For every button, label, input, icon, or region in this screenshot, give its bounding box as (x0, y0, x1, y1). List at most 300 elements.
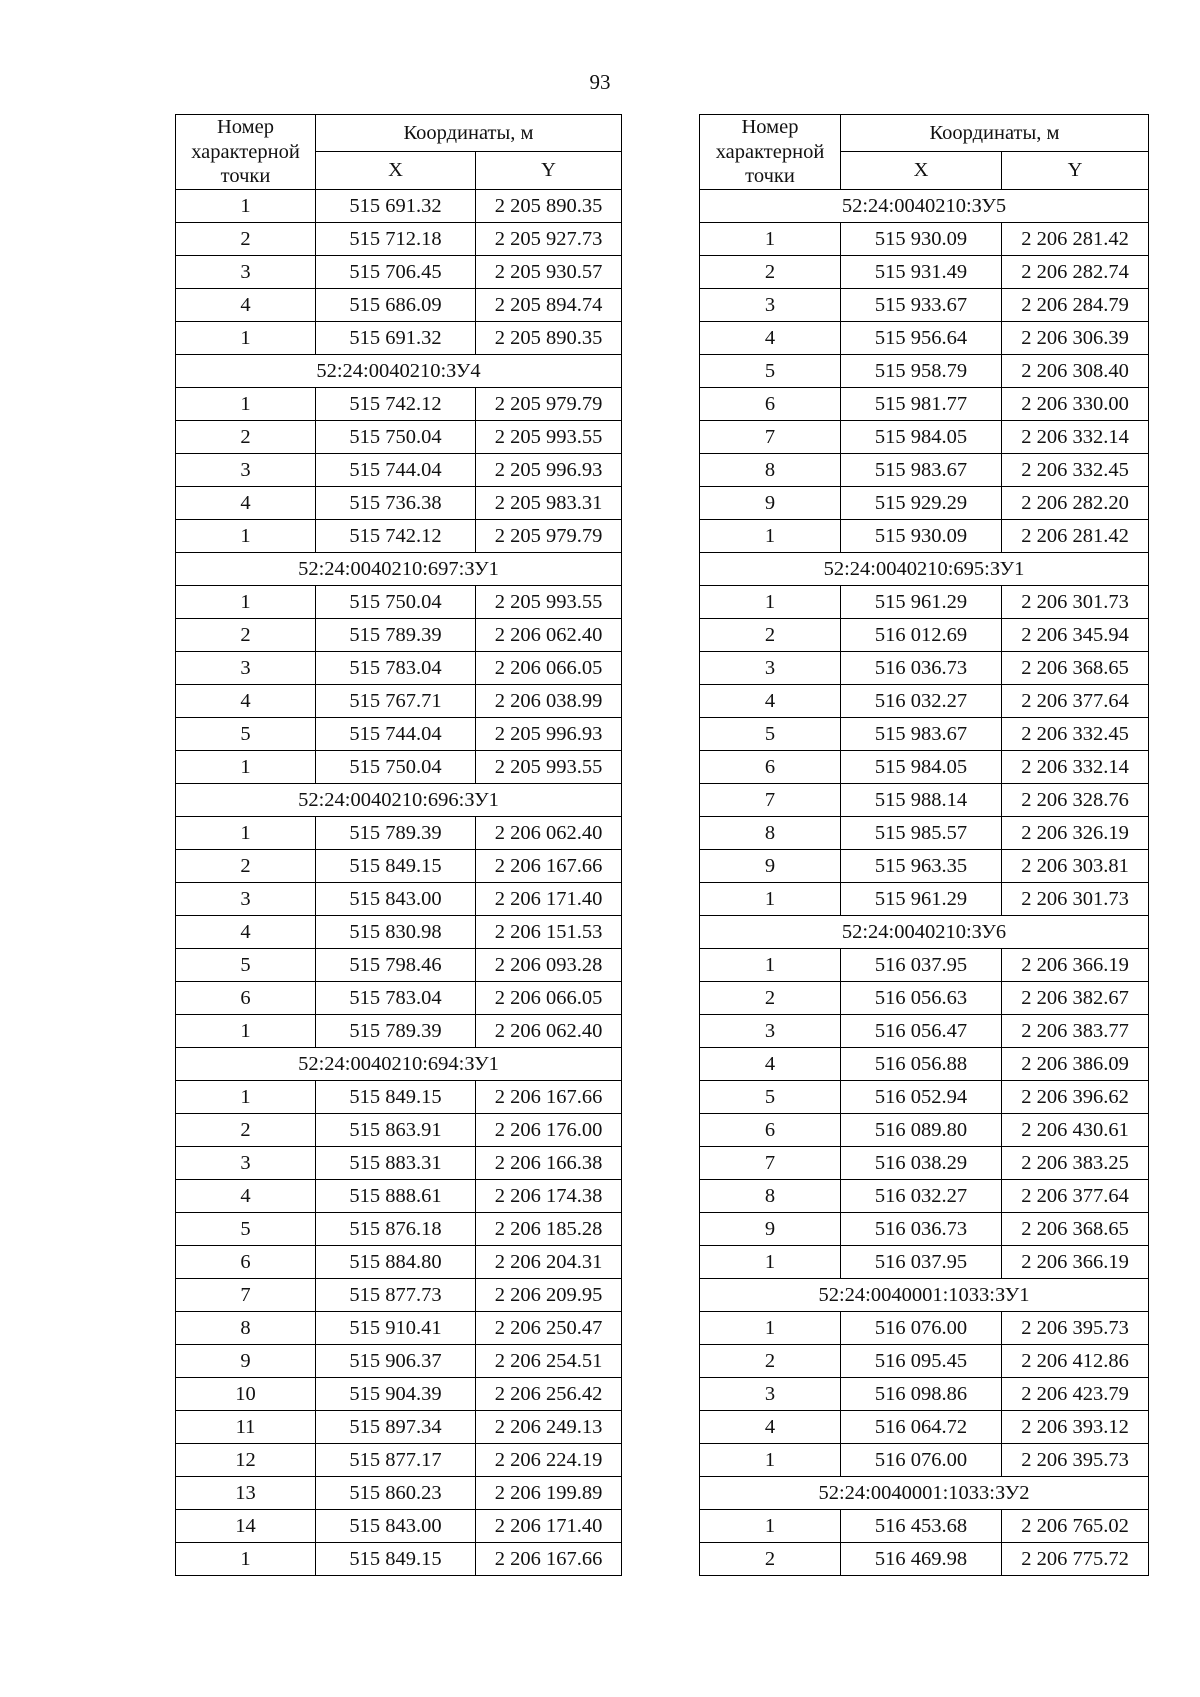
point-number-cell: 1 (176, 1542, 316, 1575)
table-row (700, 618, 1149, 651)
point-number-cell: 12 (176, 1443, 316, 1476)
table-row (176, 915, 622, 948)
y-coordinate-cell: 2 206 412.86 (1002, 1344, 1149, 1377)
x-coordinate-cell: 515 931.49 (841, 255, 1002, 288)
point-number-cell: 2 (700, 1542, 841, 1575)
y-coordinate-cell: 2 206 377.64 (1002, 1179, 1149, 1212)
point-number-cell: 1 (700, 1443, 841, 1476)
point-number-cell: 1 (700, 1245, 841, 1278)
y-coordinate-cell: 2 206 377.64 (1002, 684, 1149, 717)
table-row (176, 1542, 622, 1575)
header-point-number: Номер характерной точки (700, 115, 841, 190)
x-coordinate-cell: 515 897.34 (316, 1410, 476, 1443)
x-coordinate-cell: 515 843.00 (316, 1509, 476, 1542)
y-coordinate-cell: 2 206 171.40 (476, 1509, 622, 1542)
x-coordinate-cell: 515 904.39 (316, 1377, 476, 1410)
x-coordinate-cell: 516 056.47 (841, 1014, 1002, 1047)
table-row (700, 750, 1149, 783)
x-coordinate-cell: 515 984.05 (841, 420, 1002, 453)
point-number-cell: 5 (176, 948, 316, 981)
y-coordinate-cell: 2 206 332.45 (1002, 717, 1149, 750)
y-coordinate-cell: 2 205 930.57 (476, 255, 622, 288)
y-coordinate-cell: 2 206 185.28 (476, 1212, 622, 1245)
x-coordinate-cell: 516 037.95 (841, 948, 1002, 981)
point-number-cell: 2 (700, 981, 841, 1014)
point-number-cell: 10 (176, 1377, 316, 1410)
x-coordinate-cell: 515 789.39 (316, 1014, 476, 1047)
x-coordinate-cell: 515 961.29 (841, 585, 1002, 618)
y-coordinate-cell: 2 206 368.65 (1002, 1212, 1149, 1245)
point-number-cell: 9 (700, 1212, 841, 1245)
header-x: X (316, 152, 476, 189)
x-coordinate-cell: 515 843.00 (316, 882, 476, 915)
y-coordinate-cell: 2 206 066.05 (476, 981, 622, 1014)
y-coordinate-cell: 2 206 038.99 (476, 684, 622, 717)
x-coordinate-cell: 516 052.94 (841, 1080, 1002, 1113)
table-body-left (176, 189, 622, 1575)
table-row (700, 1344, 1149, 1377)
point-number-cell: 1 (700, 519, 841, 552)
point-number-cell: 5 (176, 1212, 316, 1245)
y-coordinate-cell: 2 206 430.61 (1002, 1113, 1149, 1146)
y-coordinate-cell: 2 206 284.79 (1002, 288, 1149, 321)
x-coordinate-cell: 515 985.57 (841, 816, 1002, 849)
point-number-cell: 8 (700, 816, 841, 849)
y-coordinate-cell: 2 205 996.93 (476, 717, 622, 750)
point-number-cell: 5 (176, 717, 316, 750)
y-coordinate-cell: 2 206 368.65 (1002, 651, 1149, 684)
x-coordinate-cell: 515 849.15 (316, 849, 476, 882)
y-coordinate-cell: 2 206 332.14 (1002, 750, 1149, 783)
x-coordinate-cell: 515 983.67 (841, 453, 1002, 486)
x-coordinate-cell: 515 910.41 (316, 1311, 476, 1344)
x-coordinate-cell: 515 736.38 (316, 486, 476, 519)
table-row (700, 1311, 1149, 1344)
table-row (700, 651, 1149, 684)
x-coordinate-cell: 516 095.45 (841, 1344, 1002, 1377)
point-number-cell: 7 (700, 420, 841, 453)
y-coordinate-cell: 2 206 062.40 (476, 816, 622, 849)
x-coordinate-cell: 515 956.64 (841, 321, 1002, 354)
x-coordinate-cell: 515 767.71 (316, 684, 476, 717)
x-coordinate-cell: 516 056.63 (841, 981, 1002, 1014)
header-coordinates: Координаты, м (316, 115, 622, 152)
table-row (176, 420, 622, 453)
table-row (176, 1410, 622, 1443)
section-row (176, 354, 622, 387)
x-coordinate-cell: 515 742.12 (316, 519, 476, 552)
x-coordinate-cell: 516 076.00 (841, 1443, 1002, 1476)
x-coordinate-cell: 515 744.04 (316, 453, 476, 486)
y-coordinate-cell: 2 205 993.55 (476, 585, 622, 618)
point-number-cell: 3 (700, 1377, 841, 1410)
y-coordinate-cell: 2 206 328.76 (1002, 783, 1149, 816)
point-number-cell: 2 (700, 618, 841, 651)
x-coordinate-cell: 515 750.04 (316, 750, 476, 783)
y-coordinate-cell: 2 206 281.42 (1002, 222, 1149, 255)
table-row (176, 387, 622, 420)
section-row (700, 552, 1149, 585)
table-row (176, 1377, 622, 1410)
parcel-number: 52:24:0040210:694:ЗУ1 (176, 1047, 622, 1080)
point-number-cell: 4 (176, 486, 316, 519)
x-coordinate-cell: 515 877.17 (316, 1443, 476, 1476)
table-row (700, 684, 1149, 717)
x-coordinate-cell: 515 789.39 (316, 618, 476, 651)
table-row (176, 1509, 622, 1542)
table-row (700, 321, 1149, 354)
table-row (176, 288, 622, 321)
x-coordinate-cell: 515 933.67 (841, 288, 1002, 321)
table-row (700, 222, 1149, 255)
table-row (700, 1080, 1149, 1113)
table-row (700, 453, 1149, 486)
y-coordinate-cell: 2 206 366.19 (1002, 948, 1149, 981)
table-row (700, 1377, 1149, 1410)
y-coordinate-cell: 2 206 366.19 (1002, 1245, 1149, 1278)
table-row (176, 453, 622, 486)
x-coordinate-cell: 515 750.04 (316, 585, 476, 618)
point-number-cell: 2 (176, 618, 316, 651)
table-row (700, 1212, 1149, 1245)
table-row (176, 1080, 622, 1113)
y-coordinate-cell: 2 205 993.55 (476, 750, 622, 783)
y-coordinate-cell: 2 206 204.31 (476, 1245, 622, 1278)
point-number-cell: 5 (700, 1080, 841, 1113)
point-number-cell: 1 (700, 948, 841, 981)
y-coordinate-cell: 2 205 890.35 (476, 321, 622, 354)
point-number-cell: 4 (700, 684, 841, 717)
x-coordinate-cell: 516 453.68 (841, 1509, 1002, 1542)
table-row (176, 618, 622, 651)
x-coordinate-cell: 515 884.80 (316, 1245, 476, 1278)
header-point-number: Номер характерной точки (176, 115, 316, 190)
point-number-cell: 6 (176, 981, 316, 1014)
point-number-cell: 3 (176, 453, 316, 486)
header-coordinates: Координаты, м (841, 115, 1149, 152)
x-coordinate-cell: 515 830.98 (316, 915, 476, 948)
y-coordinate-cell: 2 206 093.28 (476, 948, 622, 981)
parcel-number: 52:24:0040210:696:ЗУ1 (176, 783, 622, 816)
table-row (700, 585, 1149, 618)
point-number-cell: 1 (700, 222, 841, 255)
table-row (700, 486, 1149, 519)
y-coordinate-cell: 2 206 176.00 (476, 1113, 622, 1146)
x-coordinate-cell: 515 686.09 (316, 288, 476, 321)
parcel-number: 52:24:0040210:ЗУ4 (176, 354, 622, 387)
x-coordinate-cell: 515 930.09 (841, 222, 1002, 255)
table-row (176, 255, 622, 288)
table-row (700, 1014, 1149, 1047)
table-row (176, 651, 622, 684)
point-number-cell: 3 (176, 651, 316, 684)
point-number-cell: 9 (176, 1344, 316, 1377)
table-row (176, 321, 622, 354)
table-body-right (700, 189, 1149, 1575)
table-row (700, 420, 1149, 453)
table-row (700, 387, 1149, 420)
x-coordinate-cell: 515 712.18 (316, 222, 476, 255)
x-coordinate-cell: 515 691.32 (316, 321, 476, 354)
table-row (700, 717, 1149, 750)
y-coordinate-cell: 2 206 209.95 (476, 1278, 622, 1311)
point-number-cell: 1 (700, 882, 841, 915)
x-coordinate-cell: 516 038.29 (841, 1146, 1002, 1179)
table-row (700, 1542, 1149, 1575)
y-coordinate-cell: 2 206 301.73 (1002, 882, 1149, 915)
parcel-number: 52:24:0040001:1033:ЗУ2 (700, 1476, 1149, 1509)
x-coordinate-cell: 515 961.29 (841, 882, 1002, 915)
table-row (700, 1443, 1149, 1476)
table-row (700, 519, 1149, 552)
y-coordinate-cell: 2 206 199.89 (476, 1476, 622, 1509)
point-number-cell: 4 (176, 915, 316, 948)
x-coordinate-cell: 516 032.27 (841, 1179, 1002, 1212)
x-coordinate-cell: 515 691.32 (316, 189, 476, 222)
point-number-cell: 4 (176, 1179, 316, 1212)
y-coordinate-cell: 2 206 066.05 (476, 651, 622, 684)
y-coordinate-cell: 2 206 301.73 (1002, 585, 1149, 618)
table-row (700, 981, 1149, 1014)
x-coordinate-cell: 515 798.46 (316, 948, 476, 981)
table-row (700, 849, 1149, 882)
x-coordinate-cell: 516 076.00 (841, 1311, 1002, 1344)
x-coordinate-cell: 516 012.69 (841, 618, 1002, 651)
x-coordinate-cell: 515 742.12 (316, 387, 476, 420)
point-number-cell: 5 (700, 354, 841, 387)
table-row (700, 882, 1149, 915)
point-number-cell: 6 (176, 1245, 316, 1278)
x-coordinate-cell: 515 706.45 (316, 255, 476, 288)
point-number-cell: 3 (176, 1146, 316, 1179)
table-row (700, 948, 1149, 981)
table-row (700, 255, 1149, 288)
x-coordinate-cell: 515 744.04 (316, 717, 476, 750)
point-number-cell: 7 (176, 1278, 316, 1311)
point-number-cell: 6 (700, 750, 841, 783)
page-number: 93 (589, 70, 611, 94)
point-number-cell: 2 (700, 1344, 841, 1377)
x-coordinate-cell: 515 860.23 (316, 1476, 476, 1509)
table-row (176, 882, 622, 915)
y-coordinate-cell: 2 206 174.38 (476, 1179, 622, 1212)
table-row (700, 1179, 1149, 1212)
header-y: Y (1002, 152, 1149, 189)
point-number-cell: 3 (700, 651, 841, 684)
x-coordinate-cell: 516 032.27 (841, 684, 1002, 717)
table-row (176, 981, 622, 1014)
point-number-cell: 1 (176, 1080, 316, 1113)
y-coordinate-cell: 2 206 386.09 (1002, 1047, 1149, 1080)
table-row (176, 849, 622, 882)
table-row (700, 1146, 1149, 1179)
point-number-cell: 3 (700, 1014, 841, 1047)
point-number-cell: 2 (176, 849, 316, 882)
table-row (176, 1212, 622, 1245)
y-coordinate-cell: 2 205 983.31 (476, 486, 622, 519)
header-x: X (841, 152, 1002, 189)
parcel-number: 52:24:0040210:697:ЗУ1 (176, 552, 622, 585)
point-number-cell: 1 (176, 816, 316, 849)
x-coordinate-cell: 516 064.72 (841, 1410, 1002, 1443)
y-coordinate-cell: 2 206 330.00 (1002, 387, 1149, 420)
point-number-cell: 14 (176, 1509, 316, 1542)
point-number-cell: 4 (700, 321, 841, 354)
point-number-cell: 4 (700, 1047, 841, 1080)
table-row (700, 1113, 1149, 1146)
x-coordinate-cell: 516 056.88 (841, 1047, 1002, 1080)
table-row (176, 222, 622, 255)
y-coordinate-cell: 2 206 775.72 (1002, 1542, 1149, 1575)
x-coordinate-cell: 515 876.18 (316, 1212, 476, 1245)
x-coordinate-cell: 515 984.05 (841, 750, 1002, 783)
point-number-cell: 4 (700, 1410, 841, 1443)
table-row (176, 1311, 622, 1344)
y-coordinate-cell: 2 206 250.47 (476, 1311, 622, 1344)
y-coordinate-cell: 2 206 345.94 (1002, 618, 1149, 651)
y-coordinate-cell: 2 206 166.38 (476, 1146, 622, 1179)
point-number-cell: 1 (700, 1509, 841, 1542)
table-row (176, 750, 622, 783)
point-number-cell: 7 (700, 783, 841, 816)
y-coordinate-cell: 2 205 996.93 (476, 453, 622, 486)
header-y: Y (476, 152, 622, 189)
point-number-cell: 4 (176, 288, 316, 321)
coordinates-table-left (175, 114, 622, 1576)
coordinates-table-right (699, 114, 1149, 1576)
point-number-cell: 2 (176, 1113, 316, 1146)
parcel-number: 52:24:0040210:ЗУ5 (700, 189, 1149, 222)
x-coordinate-cell: 515 783.04 (316, 651, 476, 684)
x-coordinate-cell: 515 883.31 (316, 1146, 476, 1179)
point-number-cell: 1 (700, 1311, 841, 1344)
x-coordinate-cell: 515 877.73 (316, 1278, 476, 1311)
point-number-cell: 3 (700, 288, 841, 321)
point-number-cell: 3 (176, 255, 316, 288)
y-coordinate-cell: 2 206 306.39 (1002, 321, 1149, 354)
x-coordinate-cell: 515 930.09 (841, 519, 1002, 552)
y-coordinate-cell: 2 206 303.81 (1002, 849, 1149, 882)
y-coordinate-cell: 2 206 167.66 (476, 849, 622, 882)
table-row (176, 1278, 622, 1311)
point-number-cell: 1 (176, 750, 316, 783)
y-coordinate-cell: 2 206 256.42 (476, 1377, 622, 1410)
point-number-cell: 9 (700, 849, 841, 882)
table-row (176, 1014, 622, 1047)
y-coordinate-cell: 2 206 383.77 (1002, 1014, 1149, 1047)
parcel-number: 52:24:0040001:1033:ЗУ1 (700, 1278, 1149, 1311)
point-number-cell: 7 (700, 1146, 841, 1179)
x-coordinate-cell: 515 849.15 (316, 1080, 476, 1113)
section-row (176, 1047, 622, 1080)
x-coordinate-cell: 515 783.04 (316, 981, 476, 1014)
y-coordinate-cell: 2 206 326.19 (1002, 816, 1149, 849)
point-number-cell: 8 (176, 1311, 316, 1344)
y-coordinate-cell: 2 206 395.73 (1002, 1443, 1149, 1476)
y-coordinate-cell: 2 206 332.45 (1002, 453, 1149, 486)
table-row (176, 1179, 622, 1212)
parcel-number: 52:24:0040210:695:ЗУ1 (700, 552, 1149, 585)
point-number-cell: 4 (176, 684, 316, 717)
y-coordinate-cell: 2 206 383.25 (1002, 1146, 1149, 1179)
y-coordinate-cell: 2 206 282.20 (1002, 486, 1149, 519)
y-coordinate-cell: 2 206 332.14 (1002, 420, 1149, 453)
y-coordinate-cell: 2 206 167.66 (476, 1542, 622, 1575)
table-row (700, 783, 1149, 816)
table-row (176, 1146, 622, 1179)
point-number-cell: 5 (700, 717, 841, 750)
point-number-cell: 8 (700, 1179, 841, 1212)
x-coordinate-cell: 516 036.73 (841, 1212, 1002, 1245)
point-number-cell: 1 (176, 387, 316, 420)
section-row (700, 915, 1149, 948)
table-row (176, 486, 622, 519)
x-coordinate-cell: 516 469.98 (841, 1542, 1002, 1575)
point-number-cell: 1 (176, 519, 316, 552)
point-number-cell: 9 (700, 486, 841, 519)
y-coordinate-cell: 2 205 993.55 (476, 420, 622, 453)
section-row (700, 1476, 1149, 1509)
x-coordinate-cell: 515 906.37 (316, 1344, 476, 1377)
x-coordinate-cell: 515 789.39 (316, 816, 476, 849)
table-row (700, 354, 1149, 387)
x-coordinate-cell: 515 849.15 (316, 1542, 476, 1575)
y-coordinate-cell: 2 206 308.40 (1002, 354, 1149, 387)
y-coordinate-cell: 2 206 765.02 (1002, 1509, 1149, 1542)
point-number-cell: 3 (176, 882, 316, 915)
x-coordinate-cell: 515 958.79 (841, 354, 1002, 387)
point-number-cell: 2 (176, 420, 316, 453)
x-coordinate-cell: 515 988.14 (841, 783, 1002, 816)
point-number-cell: 2 (700, 255, 841, 288)
x-coordinate-cell: 516 036.73 (841, 651, 1002, 684)
point-number-cell: 1 (176, 189, 316, 222)
point-number-cell: 2 (176, 222, 316, 255)
y-coordinate-cell: 2 206 281.42 (1002, 519, 1149, 552)
point-number-cell: 1 (176, 1014, 316, 1047)
x-coordinate-cell: 515 929.29 (841, 486, 1002, 519)
point-number-cell: 11 (176, 1410, 316, 1443)
x-coordinate-cell: 515 983.67 (841, 717, 1002, 750)
y-coordinate-cell: 2 206 224.19 (476, 1443, 622, 1476)
section-row (176, 783, 622, 816)
y-coordinate-cell: 2 206 171.40 (476, 882, 622, 915)
table-row (176, 1344, 622, 1377)
y-coordinate-cell: 2 206 254.51 (476, 1344, 622, 1377)
table-row (176, 684, 622, 717)
point-number-cell: 13 (176, 1476, 316, 1509)
table-row (700, 1245, 1149, 1278)
section-row (700, 1278, 1149, 1311)
table-row (176, 1245, 622, 1278)
x-coordinate-cell: 515 981.77 (841, 387, 1002, 420)
table-row (700, 288, 1149, 321)
y-coordinate-cell: 2 205 894.74 (476, 288, 622, 321)
x-coordinate-cell: 516 037.95 (841, 1245, 1002, 1278)
table-row (176, 816, 622, 849)
y-coordinate-cell: 2 206 167.66 (476, 1080, 622, 1113)
table-row (700, 1410, 1149, 1443)
y-coordinate-cell: 2 205 979.79 (476, 519, 622, 552)
table-row (176, 585, 622, 618)
table-row (176, 1476, 622, 1509)
x-coordinate-cell: 515 888.61 (316, 1179, 476, 1212)
y-coordinate-cell: 2 206 423.79 (1002, 1377, 1149, 1410)
x-coordinate-cell: 515 863.91 (316, 1113, 476, 1146)
y-coordinate-cell: 2 206 151.53 (476, 915, 622, 948)
y-coordinate-cell: 2 206 382.67 (1002, 981, 1149, 1014)
table-row (700, 816, 1149, 849)
